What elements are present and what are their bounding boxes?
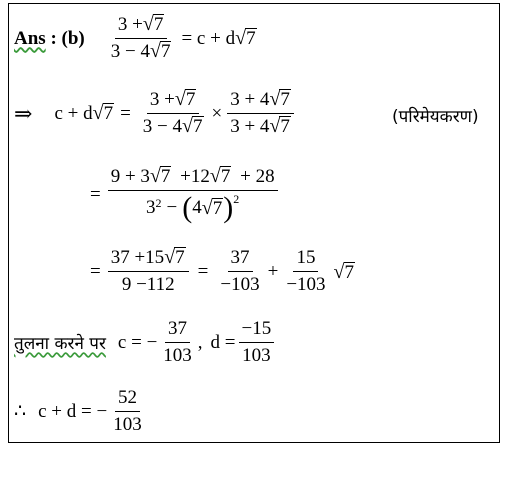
comparison-text: तुलना करने पर (14, 334, 106, 354)
simplified-fraction: 37 +15 √ 7 9 −112 (108, 247, 189, 296)
given-fraction: 3 + √ 7 3 − 4 √ 7 (110, 13, 171, 62)
expansion-line (90, 166, 281, 223)
split-fraction-2: $\frac{15}{-103}$ (286, 247, 326, 295)
times-sign: × (211, 102, 223, 124)
d-value-fraction: $\frac{-15}{103}$ (239, 318, 275, 367)
c-value-fraction: $\frac{37}{103}$ (163, 318, 192, 366)
comma: , (197, 331, 203, 353)
rationalize-fraction-2: 3 + 4 √ 7 3 + 4 √ 7 (227, 89, 294, 138)
equals-sign: = (90, 183, 101, 205)
plus-sign: + (267, 260, 279, 282)
result-line (14, 387, 148, 436)
rationalize-lhs: c + d √ 7 (54, 101, 114, 124)
split-fraction-1: $\frac{37}{-103}$ (220, 247, 260, 295)
rationalize-line (14, 89, 297, 138)
answer-label: Ans : (b) (14, 27, 85, 49)
equals-sign: = (90, 260, 101, 282)
therefore-symbol: ∴ (14, 401, 27, 422)
c-value-lhs: c = − (117, 331, 158, 353)
given-rhs: = c + d √ 7 (181, 26, 256, 49)
result-fraction: $\frac{52}{103}$ (113, 387, 142, 435)
result-lhs: c + d = − (38, 400, 108, 422)
equals-sign: = (120, 102, 131, 124)
trailing-root: √ 7 (333, 260, 355, 283)
implies-symbol: ⇒ (14, 100, 33, 126)
comparison-line (14, 318, 277, 367)
answer-line (14, 14, 257, 63)
expansion-fraction: 9 + 3 √ 7 +12 √ 7 + 28 3 $^2$ − ( 4 √ 7 ) $^2$ (108, 166, 278, 223)
rationalize-fraction-1: 3 + √ 7 3 − 4 √ 7 (142, 88, 203, 137)
equals-sign: = (197, 260, 209, 282)
rationalization-note: (परिमेयकरण) (392, 107, 479, 127)
d-value-lhs: d = (210, 331, 236, 353)
simplified-line (90, 247, 355, 296)
